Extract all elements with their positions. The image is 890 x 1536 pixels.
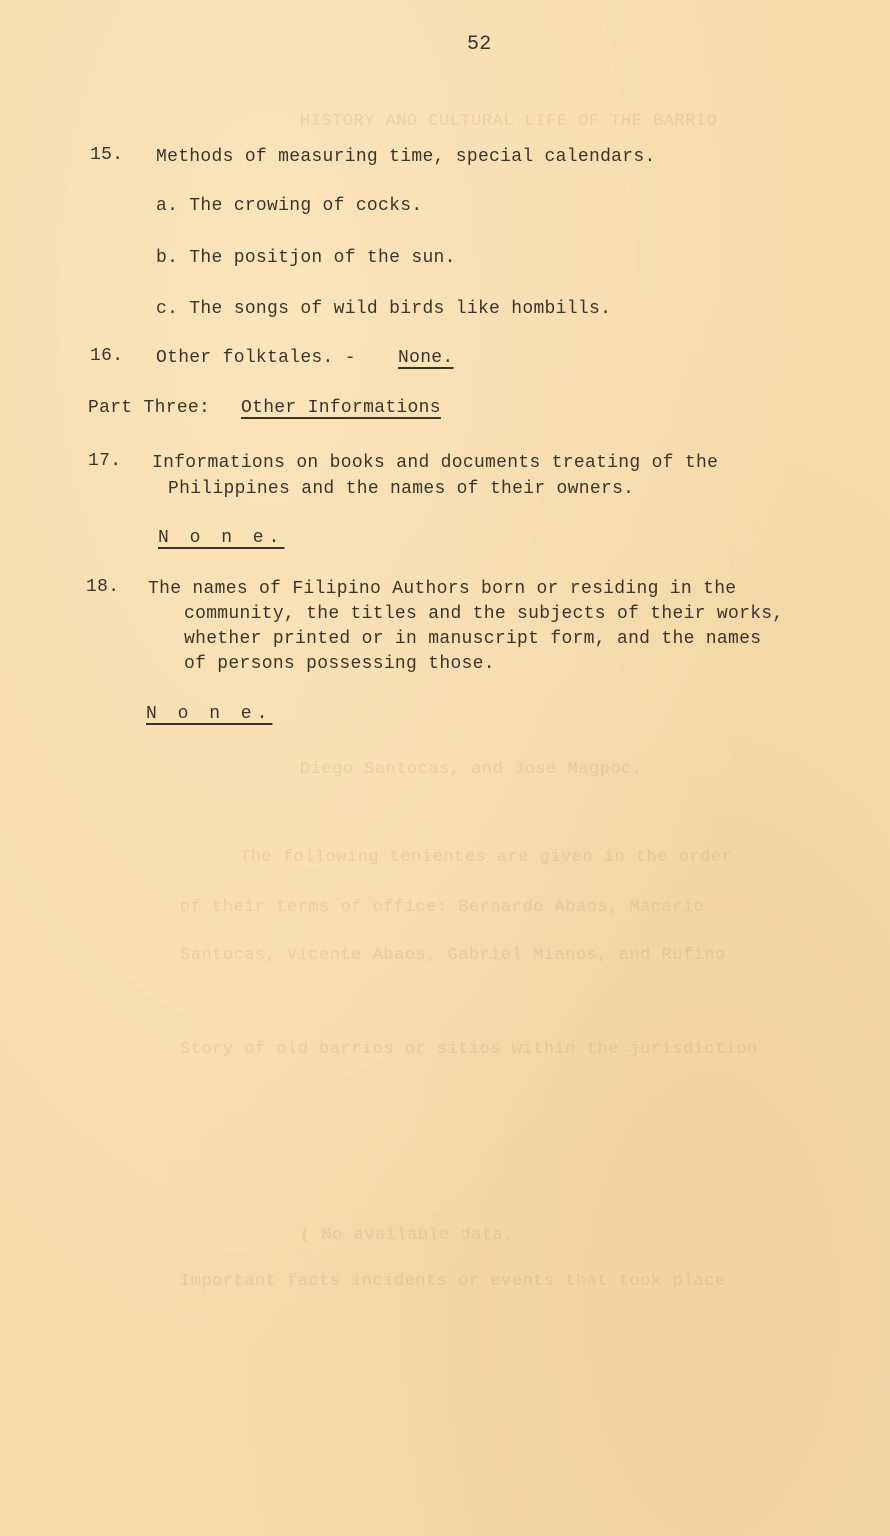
item-18-line-3: whether printed or in manuscript form, and the names	[184, 629, 762, 649]
item-15-subitem-c: c. The songs of wild birds like hombills.	[156, 299, 612, 319]
item-16-answer: None.	[398, 348, 454, 368]
item-18-line-4: of persons possessing those.	[184, 654, 495, 674]
item-16-text: Other folktales. -	[156, 348, 356, 368]
bleed-through: The following tenientes are given in the order	[240, 848, 733, 867]
item-15-text: Methods of measuring time, special calendars.	[156, 147, 656, 167]
part-three-title: Other Informations	[241, 398, 441, 418]
bleed-through: Story of old barrios or sitios within the jurisdiction	[180, 1040, 758, 1059]
item-17-line-1: Informations on books and documents treating of the	[152, 453, 719, 473]
item-17-answer: N o n e.	[158, 528, 285, 548]
part-three-label: Part Three:	[88, 398, 211, 418]
item-18-number: 18.	[86, 577, 120, 597]
item-16-number: 16.	[90, 346, 124, 366]
item-15-subitem-a: a. The crowing of cocks.	[156, 196, 423, 216]
item-17-line-2: Philippines and the names of their owners.	[168, 479, 635, 499]
item-18-line-1: The names of Filipino Authors born or residing in the	[148, 579, 737, 599]
bleed-through: Important facts incidents or events that took place	[180, 1272, 726, 1291]
bleed-through: Santocas, Vicente Abaos, Gabriel Mianos, and Rufino	[180, 946, 726, 965]
bleed-through: HISTORY AND CULTURAL LIFE OF THE BARRIO	[300, 112, 718, 131]
bleed-through: ( No available data.	[300, 1226, 515, 1245]
bleed-through: Diego Santocas, and Jose Magpoc.	[300, 760, 643, 779]
item-18-answer: N o n e.	[146, 704, 273, 724]
item-18-line-2: community, the titles and the subjects of their works,	[184, 604, 784, 624]
item-15-subitem-b: b. The positjon of the sun.	[156, 248, 456, 268]
bleed-through: of their terms of office: Bernardo Abaos, Macario	[180, 898, 705, 917]
page-number: 52	[467, 33, 492, 56]
item-15-number: 15.	[90, 145, 124, 165]
item-17-number: 17.	[88, 451, 122, 471]
